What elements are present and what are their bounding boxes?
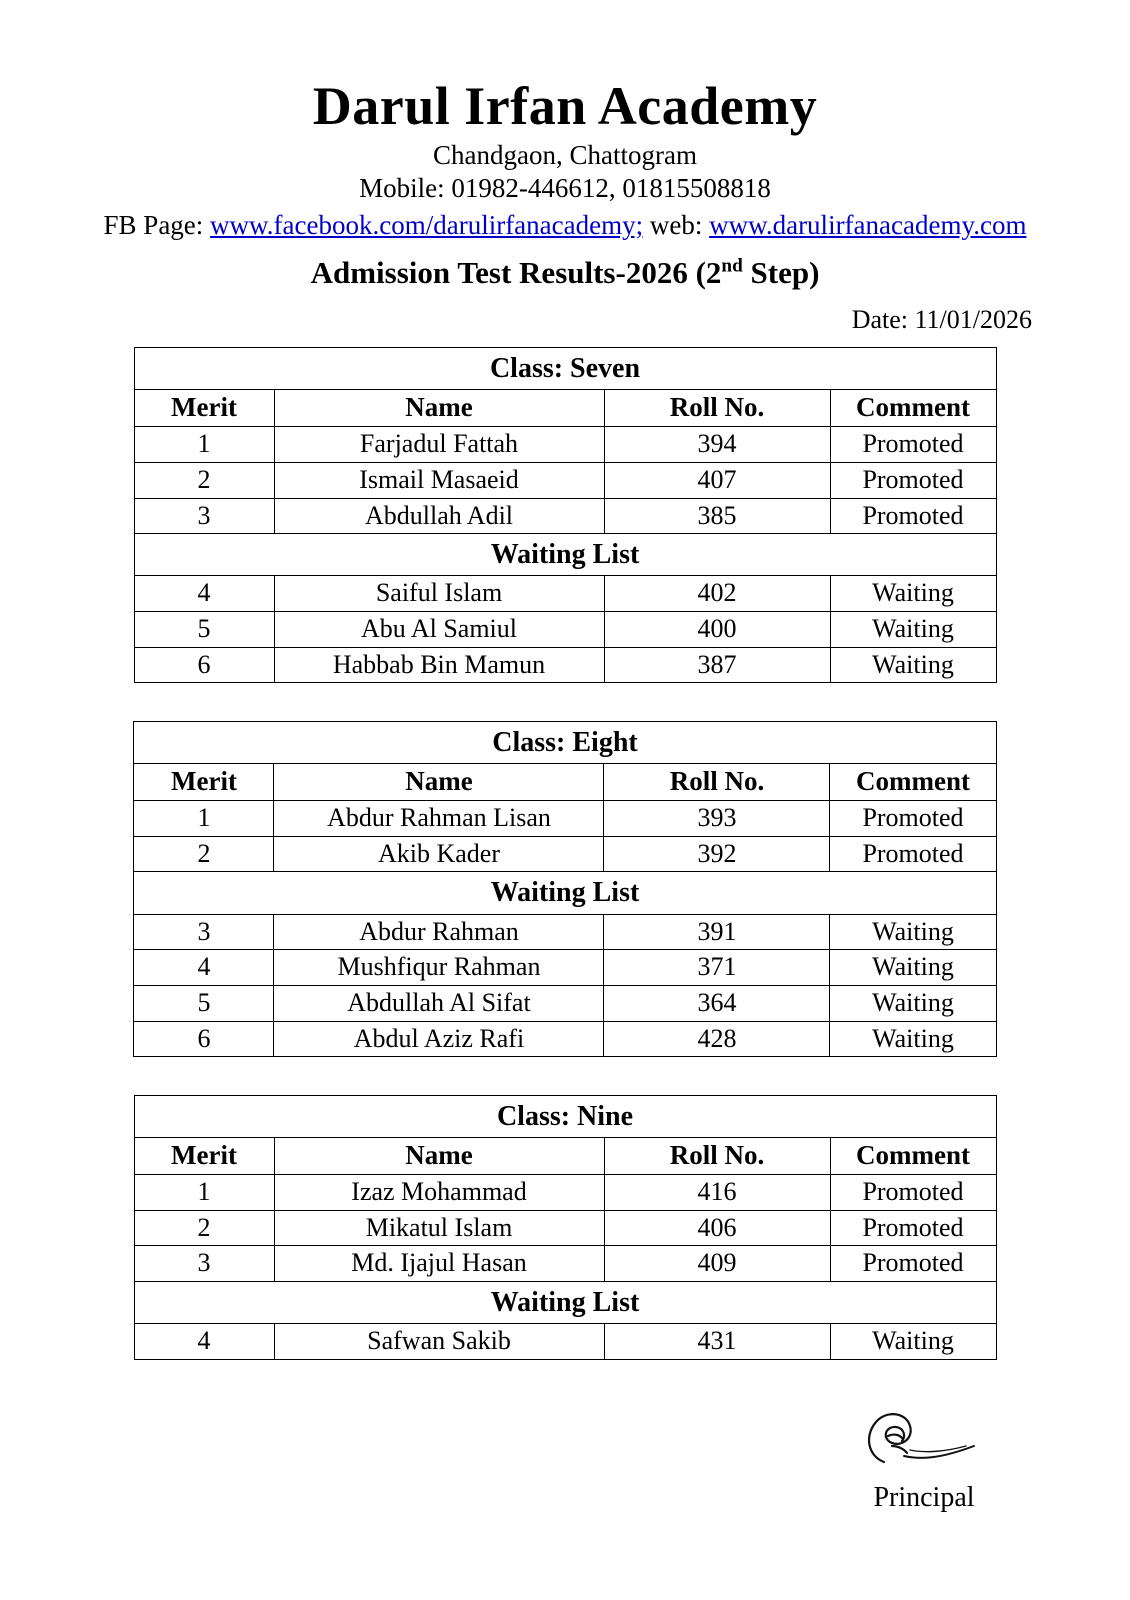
- website-link[interactable]: www.darulirfanacademy.com: [709, 210, 1027, 241]
- cell-comment: Waiting: [830, 611, 996, 647]
- cell-roll: 364: [604, 985, 830, 1021]
- page-title: [90, 255, 1040, 291]
- cell-roll: 400: [604, 611, 830, 647]
- page-title-ordinal: nd: [721, 255, 743, 277]
- cell-merit: 1: [134, 1175, 274, 1211]
- cell-comment: Promoted: [830, 1210, 996, 1246]
- table-class-title-row: [134, 722, 996, 764]
- cell-name: Saiful Islam: [274, 576, 604, 612]
- table-header-row: [134, 764, 996, 801]
- table-row: [134, 1324, 996, 1360]
- table-row: [134, 462, 996, 498]
- table-spacer: [90, 683, 1040, 709]
- waiting-list-title-row: [134, 1282, 996, 1324]
- cell-roll: 428: [604, 1021, 830, 1057]
- cell-merit: 4: [134, 576, 274, 612]
- table-row: [134, 950, 996, 986]
- table-row: [134, 498, 996, 534]
- column-header-name: Name: [274, 390, 604, 427]
- facebook-link[interactable]: www.facebook.com/darulirfanacademy;: [210, 210, 644, 241]
- cell-merit: 1: [134, 427, 274, 463]
- cell-roll: 402: [604, 576, 830, 612]
- cell-comment: Waiting: [830, 576, 996, 612]
- table-class-title-row: [134, 348, 996, 390]
- results-table-seven: [134, 347, 997, 683]
- cell-roll: 406: [604, 1210, 830, 1246]
- class-title: Class: Eight: [134, 722, 996, 764]
- table-row: [134, 1175, 996, 1211]
- fb-label: FB Page:: [103, 210, 211, 241]
- school-name: Darul Irfan Academy: [312, 76, 818, 136]
- column-header-merit: Merit: [134, 390, 274, 427]
- page-title-end: Step): [742, 255, 820, 291]
- table-row: [134, 914, 996, 950]
- cell-name: Abdul Aziz Rafi: [274, 1021, 604, 1057]
- cell-comment: Promoted: [830, 1246, 996, 1282]
- cell-comment: Waiting: [830, 1324, 996, 1360]
- column-header-merit: Merit: [134, 764, 274, 801]
- cell-name: Abdullah Al Sifat: [274, 985, 604, 1021]
- school-mobile: Mobile: 01982-446612, 01815508818: [359, 173, 771, 204]
- cell-name: Akib Kader: [274, 836, 604, 872]
- web-label: web:: [643, 210, 710, 241]
- cell-comment: Promoted: [830, 1175, 996, 1211]
- table-spacer: [90, 1057, 1040, 1083]
- cell-merit: 6: [134, 647, 274, 683]
- cell-roll: 431: [604, 1324, 830, 1360]
- cell-roll: 394: [604, 427, 830, 463]
- cell-comment: Promoted: [830, 836, 996, 872]
- cell-name: Ismail Masaeid: [274, 462, 604, 498]
- cell-merit: 1: [134, 801, 274, 837]
- cell-roll: 371: [604, 950, 830, 986]
- cell-merit: 3: [134, 1246, 274, 1282]
- waiting-list-title-row: [134, 872, 996, 914]
- cell-merit: 2: [134, 462, 274, 498]
- column-header-name: Name: [274, 764, 604, 801]
- cell-name: Farjadul Fattah: [274, 427, 604, 463]
- page-title-main: Admission Test Results-2026 (2: [310, 255, 722, 291]
- column-header-merit: Merit: [134, 1138, 274, 1175]
- cell-comment: Waiting: [830, 914, 996, 950]
- cell-roll: 393: [604, 801, 830, 837]
- cell-name: Md. Ijajul Hasan: [274, 1246, 604, 1282]
- table-row: [134, 1021, 996, 1057]
- cell-comment: Waiting: [830, 985, 996, 1021]
- cell-comment: Promoted: [830, 462, 996, 498]
- waiting-list-title-row: [134, 534, 996, 576]
- cell-name: Abdullah Adil: [274, 498, 604, 534]
- cell-name: Mushfiqur Rahman: [274, 950, 604, 986]
- cell-merit: 2: [134, 1210, 274, 1246]
- class-title: Class: Nine: [134, 1096, 996, 1138]
- table-row: [134, 427, 996, 463]
- cell-merit: 5: [134, 985, 274, 1021]
- table-row: [134, 1210, 996, 1246]
- cell-name: Safwan Sakib: [274, 1324, 604, 1360]
- table-class-title-row: [134, 1096, 996, 1138]
- cell-merit: 4: [134, 1324, 274, 1360]
- column-header-comment: Comment: [830, 1138, 996, 1175]
- table-row: [134, 985, 996, 1021]
- cell-merit: 6: [134, 1021, 274, 1057]
- class-title: Class: Seven: [134, 348, 996, 390]
- signature-icon: [814, 1406, 1034, 1480]
- document-date: Date: 11/01/2026: [851, 305, 1032, 335]
- cell-merit: 3: [134, 914, 274, 950]
- cell-roll: 391: [604, 914, 830, 950]
- school-weblinks: [90, 208, 1040, 243]
- cell-name: Mikatul Islam: [274, 1210, 604, 1246]
- column-header-comment: Comment: [830, 764, 996, 801]
- cell-roll: 385: [604, 498, 830, 534]
- waiting-list-title: Waiting List: [134, 534, 996, 576]
- table-row: [134, 647, 996, 683]
- cell-comment: Promoted: [830, 498, 996, 534]
- cell-name: Abdur Rahman Lisan: [274, 801, 604, 837]
- cell-comment: Waiting: [830, 950, 996, 986]
- cell-comment: Waiting: [830, 647, 996, 683]
- column-header-name: Name: [274, 1138, 604, 1175]
- table-row: [134, 836, 996, 872]
- cell-merit: 3: [134, 498, 274, 534]
- cell-comment: Promoted: [830, 427, 996, 463]
- column-header-roll: Roll No.: [604, 1138, 830, 1175]
- cell-name: Habbab Bin Mamun: [274, 647, 604, 683]
- cell-roll: 392: [604, 836, 830, 872]
- cell-merit: 4: [134, 950, 274, 986]
- column-header-comment: Comment: [830, 390, 996, 427]
- waiting-list-title: Waiting List: [134, 1282, 996, 1324]
- column-header-roll: Roll No.: [604, 390, 830, 427]
- table-row: [134, 576, 996, 612]
- cell-name: Izaz Mohammad: [274, 1175, 604, 1211]
- cell-merit: 5: [134, 611, 274, 647]
- school-address: Chandgaon, Chattogram: [433, 139, 697, 170]
- table-row: [134, 1246, 996, 1282]
- cell-merit: 2: [134, 836, 274, 872]
- results-table-eight: [133, 721, 996, 1057]
- table-row: [134, 611, 996, 647]
- waiting-list-title: Waiting List: [134, 872, 996, 914]
- cell-roll: 416: [604, 1175, 830, 1211]
- cell-name: Abu Al Samiul: [274, 611, 604, 647]
- cell-name: Abdur Rahman: [274, 914, 604, 950]
- principal-label: Principal: [873, 1482, 975, 1513]
- column-header-roll: Roll No.: [604, 764, 830, 801]
- table-row: [134, 801, 996, 837]
- cell-roll: 387: [604, 647, 830, 683]
- cell-roll: 407: [604, 462, 830, 498]
- cell-comment: Waiting: [830, 1021, 996, 1057]
- cell-comment: Promoted: [830, 801, 996, 837]
- table-header-row: [134, 1138, 996, 1175]
- table-header-row: [134, 390, 996, 427]
- cell-roll: 409: [604, 1246, 830, 1282]
- results-table-nine: [134, 1095, 997, 1360]
- signature-block: [814, 1406, 1034, 1514]
